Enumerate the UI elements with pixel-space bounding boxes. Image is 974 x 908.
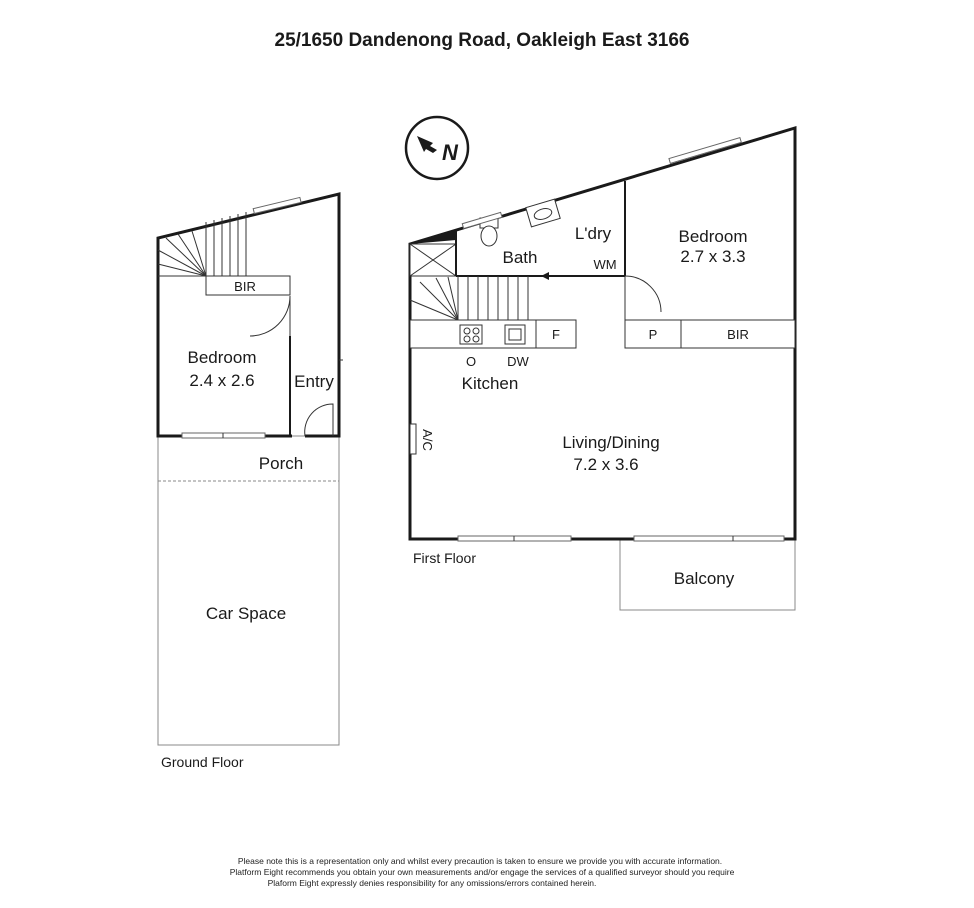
ground-bedroom-label: Bedroom bbox=[187, 348, 257, 367]
kitchen-label: Kitchen bbox=[461, 374, 519, 393]
ground-bedroom-size: 2.4 x 2.6 bbox=[189, 371, 255, 390]
fridge-label: F bbox=[552, 327, 560, 342]
bath-label: Bath bbox=[502, 248, 538, 267]
basin-icon bbox=[526, 199, 560, 227]
first-floor bbox=[410, 128, 795, 610]
first-bedroom-size: 2.7 x 3.3 bbox=[680, 247, 746, 266]
first-bir-label: BIR bbox=[727, 327, 749, 342]
car-space-outline bbox=[158, 436, 339, 745]
first-window-bedroom bbox=[669, 138, 741, 164]
ground-floor bbox=[158, 194, 343, 770]
ground-floor-label: Ground Floor bbox=[161, 754, 244, 770]
page-title: 25/1650 Dandenong Road, Oakleigh East 3166 bbox=[274, 30, 690, 51]
pantry-label: P bbox=[648, 327, 658, 342]
disclaimer-line-3: Plaform Eight expressly denies responsibility for any omissions/errors contained herein. bbox=[267, 878, 597, 888]
first-floor-label: First Floor bbox=[413, 550, 476, 566]
ground-floor-walls bbox=[158, 194, 339, 436]
compass-label: N bbox=[442, 140, 458, 165]
living-dining-size: 7.2 x 3.6 bbox=[573, 455, 639, 474]
balcony-label: Balcony bbox=[673, 569, 735, 588]
porch-label: Porch bbox=[258, 454, 304, 473]
first-bedroom-label: Bedroom bbox=[678, 227, 748, 246]
cooktop-icon bbox=[460, 325, 482, 344]
north-arrow-icon bbox=[406, 117, 468, 179]
disclaimer bbox=[230, 856, 735, 888]
laundry-label: L'dry bbox=[574, 224, 612, 243]
first-floor-stairs bbox=[410, 276, 536, 320]
oven-label: O bbox=[465, 354, 477, 369]
entry-label: Entry bbox=[294, 372, 334, 391]
entry-door-swing bbox=[305, 404, 333, 436]
bedroom-door-swing-first bbox=[625, 276, 661, 312]
ground-bir-label: BIR bbox=[234, 279, 256, 294]
ground-stairs bbox=[158, 212, 246, 276]
disclaimer-line-2: Platform Eight recommends you obtain your own measurements and/or engage the services of a qualified surveyor should you require bbox=[229, 867, 735, 877]
ac-label: A/C bbox=[420, 429, 435, 451]
sink-icon bbox=[505, 325, 525, 344]
bedroom-door-swing bbox=[250, 296, 290, 336]
dishwasher-label: DW bbox=[507, 354, 529, 369]
living-dining-label: Living/Dining bbox=[562, 433, 660, 452]
wm-label: WM bbox=[593, 257, 617, 272]
disclaimer-line-1: Please note this is a representation only and whilst every precaution is taken to ensure we provide you with accurate information. bbox=[237, 856, 723, 866]
first-window-living-right bbox=[634, 536, 784, 541]
ac-unit bbox=[410, 424, 416, 454]
stair-arrow-icon bbox=[541, 272, 585, 280]
car-space-label: Car Space bbox=[205, 604, 287, 623]
